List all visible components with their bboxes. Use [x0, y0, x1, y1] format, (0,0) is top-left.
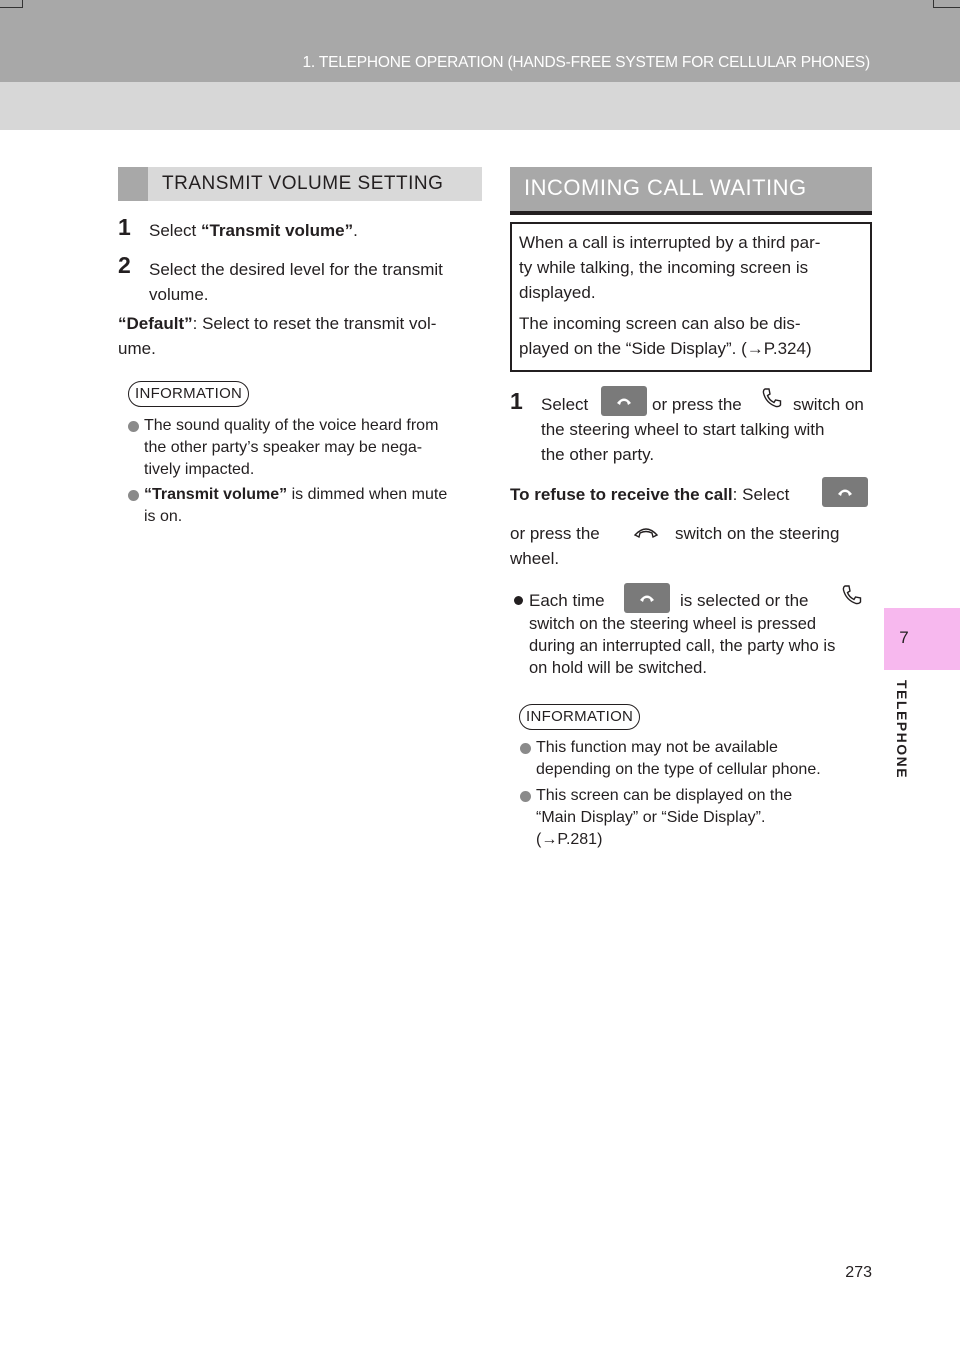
crop-mark — [0, 7, 22, 8]
bullet-each-time: Each time — [529, 591, 605, 610]
refuse-call-text: To refuse to receive the call: Select — [510, 485, 790, 504]
chapter-title: 1. TELEPHONE OPERATION (HANDS-FREE SYSTEM FOR CELLULAR PHONES) — [302, 54, 870, 71]
bullet-dot — [520, 743, 531, 754]
information-label: INFORMATION — [519, 704, 640, 730]
phone-pickup-icon — [760, 386, 784, 410]
step-number: 1 — [118, 214, 131, 240]
step-1-switch: switch on — [793, 395, 864, 414]
default-description: “Default”: Select to reset the transmit vol- ume. — [118, 314, 437, 358]
step-1-select: Select — [541, 395, 589, 414]
step-1-press: or press the — [652, 395, 742, 414]
bullet-dot — [128, 421, 139, 432]
info-note-1: The sound quality of the voice heard from the other party’s speaker may be nega- tively impacted. — [144, 417, 439, 478]
bullet-dot — [128, 490, 139, 501]
info-note-2: This screen can be displayed on the “Main Display” or “Side Display”. (→P.281) — [536, 787, 793, 848]
chapter-label: TELEPHONE — [894, 680, 910, 780]
section-heading-transmit-volume: TRANSMIT VOLUME SETTING — [118, 167, 482, 201]
phone-pickup-icon — [840, 583, 864, 607]
step-1-text: Select “Transmit volume”. — [149, 221, 358, 240]
crop-mark — [22, 0, 23, 8]
header-subband — [0, 82, 960, 130]
phone-button-icon — [822, 477, 868, 507]
step-number: 1 — [510, 388, 523, 414]
phone-hangup-icon — [632, 523, 660, 541]
bullet-text: switch on the steering wheel is pressed during an interrupted call, the party who is on hold will be switched. — [529, 615, 836, 677]
page-number: 273 — [845, 1264, 872, 1281]
step-1-text: the steering wheel to start talking with the other party. — [541, 420, 825, 464]
bullet-dot — [514, 596, 523, 605]
refuse-call-switch: switch on the steering — [675, 524, 840, 543]
refuse-call-wheel: wheel. — [510, 549, 560, 568]
information-label: INFORMATION — [128, 381, 249, 407]
section-heading-call-waiting: INCOMING CALL WAITING — [510, 167, 872, 211]
refuse-call-or: or press the — [510, 524, 600, 543]
note-box-text: When a call is interrupted by a third par- ty while talking, the incoming screen is displayed. The incoming screen can also be dis- played on the “Side Display”. (→P.324) — [519, 233, 821, 358]
crop-mark — [934, 7, 960, 8]
info-note-1: This function may not be available depending on the type of cellular phone. — [536, 739, 821, 778]
bullet-selected: is selected or the — [680, 591, 809, 610]
step-number: 2 — [118, 252, 131, 278]
phone-button-icon — [624, 583, 670, 613]
phone-button-icon — [601, 386, 647, 416]
info-note-2: “Transmit volume” is dimmed when mute is on. — [144, 486, 448, 525]
chapter-number: 7 — [899, 628, 909, 647]
step-2-text: Select the desired level for the transmit volume. — [149, 260, 443, 304]
bullet-dot — [520, 791, 531, 802]
